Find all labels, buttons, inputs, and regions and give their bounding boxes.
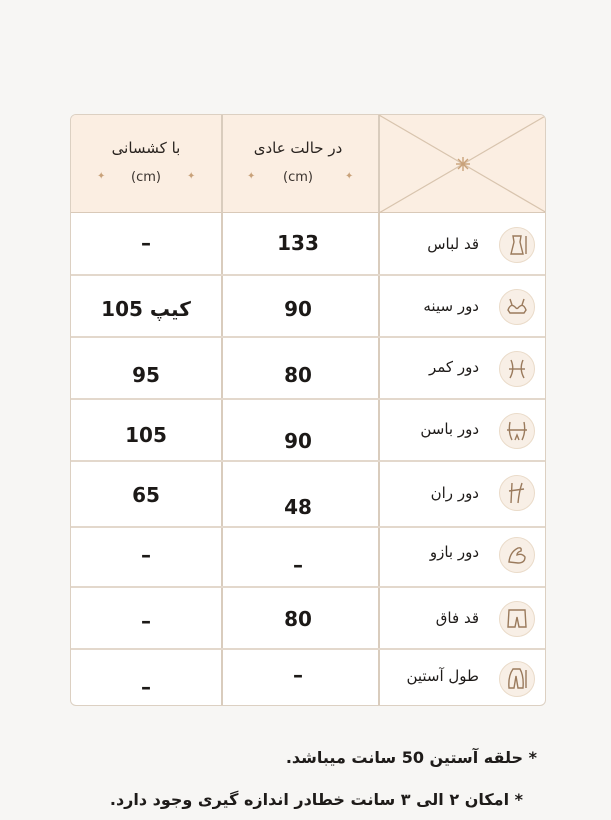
footnote-tolerance: * امکان ۲ الی ۳ سانت خطادر اندازه گیری وجود دارد. — [109, 790, 523, 809]
stretch-value: – — [141, 231, 151, 255]
row-label: دور سینه — [423, 297, 479, 315]
stretch-column-title: با کشسانی — [111, 139, 181, 157]
thigh-icon — [499, 475, 535, 511]
dress-length-icon — [499, 227, 535, 263]
stretch-value: 105 — [125, 423, 167, 447]
sparkle-icon: ✦ — [97, 171, 106, 182]
row-label: دور کمر — [428, 358, 479, 376]
stretch-column-unit: (cm) — [131, 170, 161, 185]
arm-icon — [499, 537, 535, 573]
normal-value: – — [293, 553, 303, 577]
sparkle-icon: ✦ — [345, 171, 354, 182]
stretch-value: – — [141, 543, 151, 567]
sparkle-icon: ✦ — [247, 171, 256, 182]
footnote-sleeve: * حلقه آستین 50 سانت میباشد. — [285, 748, 537, 767]
normal-value: 133 — [277, 231, 319, 255]
row-label: دور باسن — [420, 420, 479, 438]
header-corner-diagonal — [379, 115, 546, 213]
normal-value: 90 — [284, 297, 312, 321]
normal-value: 48 — [284, 495, 312, 519]
hip-icon — [499, 413, 535, 449]
row-label: قد فاق — [435, 609, 479, 627]
bra-icon — [499, 289, 535, 325]
size-table — [70, 114, 546, 706]
row-divider — [71, 274, 545, 276]
normal-column-unit: (cm) — [283, 170, 313, 185]
stretch-value: – — [141, 675, 151, 699]
row-label: دور بازو — [429, 543, 479, 561]
stretch-value: 95 — [132, 363, 160, 387]
row-divider — [71, 586, 545, 588]
row-label: طول آستین — [406, 667, 479, 685]
row-label: دور ران — [430, 484, 479, 502]
normal-value: – — [293, 663, 303, 687]
row-divider — [71, 398, 545, 400]
row-divider — [71, 336, 545, 338]
row-label: قد لباس — [427, 235, 479, 253]
stretch-value: – — [141, 609, 151, 633]
row-divider — [71, 526, 545, 528]
stretch-value: 105 کیپ — [101, 297, 191, 321]
row-divider — [71, 648, 545, 650]
stretch-value: 65 — [132, 483, 160, 507]
row-divider — [71, 460, 545, 462]
normal-column-title: در حالت عادی — [253, 139, 343, 157]
sleeve-icon — [499, 661, 535, 697]
normal-value: 80 — [284, 607, 312, 631]
normal-value: 90 — [284, 429, 312, 453]
shorts-icon — [499, 601, 535, 637]
sparkle-icon: ✦ — [187, 171, 196, 182]
sparkle-icon — [456, 157, 470, 171]
normal-value: 80 — [284, 363, 312, 387]
waist-icon — [499, 351, 535, 387]
